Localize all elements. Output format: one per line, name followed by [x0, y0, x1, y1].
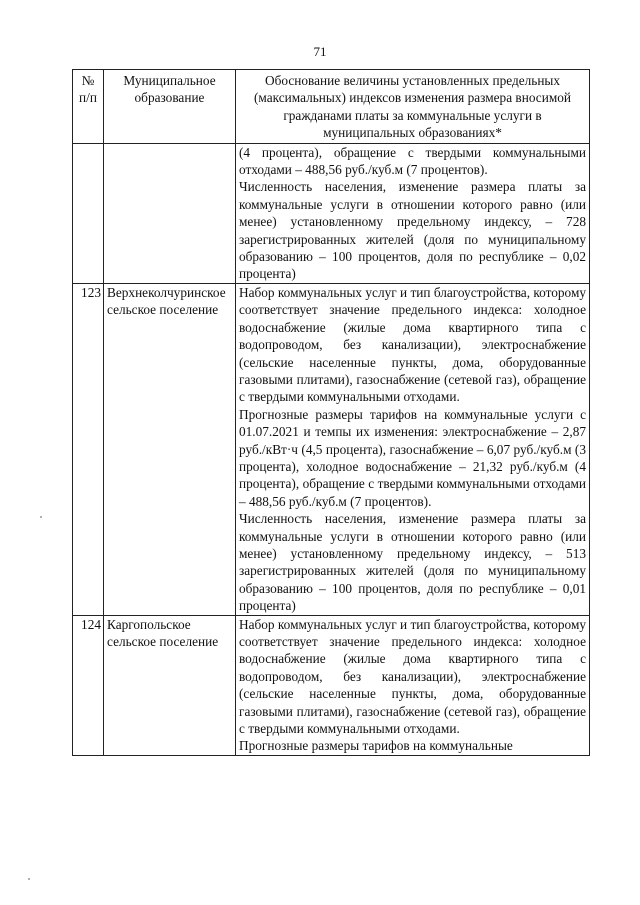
- table-header-row: [73, 70, 590, 144]
- paragraph: Численность населения, изменение размера платы за коммунальные услуги в отношении которого равно (или менее) установленному предельному индексу, – 513 зарегистрированных жителей (доля по муниципальному образованию – 100 процентов, доля по республике – 0,01 процента): [239, 511, 586, 614]
- page-number: 71: [313, 44, 327, 59]
- table-row: [73, 143, 590, 283]
- paragraph: Прогнозные размеры тарифов на коммунальные услуги с 01.07.2021 и темпы их изменения: электроснабжение – 2,87 руб./кВт·ч (4,5 процента), газоснабжение – 6,07 руб./куб.м (3 процента), холодное водоснабжение – 21,32 руб./куб.м (4 процента), обращение с твердыми коммунальными отходами – 488,56 руб./куб.м (7 процентов).: [239, 406, 586, 509]
- row-number: [73, 143, 104, 283]
- scan-speck: [40, 516, 42, 518]
- header-municipality: Муниципальное образование: [104, 70, 236, 144]
- row-municipality: [104, 143, 236, 283]
- table-row: [73, 283, 590, 615]
- row-number: 123: [73, 283, 104, 615]
- paragraph: Набор коммунальных услуг и тип благоустройства, которому соответствует значение предельного индекса: холодное водоснабжение (жилые дома квартирного типа с водопроводом, без канализации), электроснабжение (сельские населенные пункты, дома, оборудованные газовыми плитами), газоснабжение (сетевой газ), обращение с твердыми коммунальными отходами.: [239, 284, 587, 405]
- row-justification: [236, 143, 590, 283]
- row-number: 124: [73, 615, 104, 755]
- paragraph: Набор коммунальных услуг и тип благоустройства, которому соответствует значение предельного индекса: холодное водоснабжение (жилые дома квартирного типа с водопроводом, без канализации), электроснабжение (сельские населенные пункты, дома, оборудованные газовыми плитами), газоснабжение (сетевой газ), обращение с твердыми коммунальными отходами.: [239, 616, 587, 737]
- paragraph: (4 процента), обращение с твердыми коммунальными отходами – 488,56 руб./куб.м (7 процентов).: [239, 144, 586, 178]
- scan-speck: [28, 878, 30, 880]
- row-justification: [236, 615, 590, 755]
- paragraph: Численность населения, изменение размера платы за коммунальные услуги в отношении которого равно (или менее) установленному предельному индексу, – 728 зарегистрированных жителей (доля по муниципальному образованию – 100 процентов, доля по республике – 0,02 процента): [239, 179, 586, 282]
- paragraph: Прогнозные размеры тарифов на коммунальные: [239, 738, 513, 754]
- row-municipality: Каргопольское сельское поселение: [104, 615, 236, 755]
- row-justification: [236, 283, 590, 615]
- row-municipality: Верхнеколчуринское сельское поселение: [104, 283, 236, 615]
- table-row: [73, 615, 590, 755]
- header-justification: Обоснование величины установленных предельных (максимальных) индексов изменения размера вносимой гражданами платы за коммунальные услуги в муниципальных образованиях*: [236, 70, 590, 144]
- header-number: № п/п: [73, 70, 104, 144]
- tariff-table: [72, 69, 590, 756]
